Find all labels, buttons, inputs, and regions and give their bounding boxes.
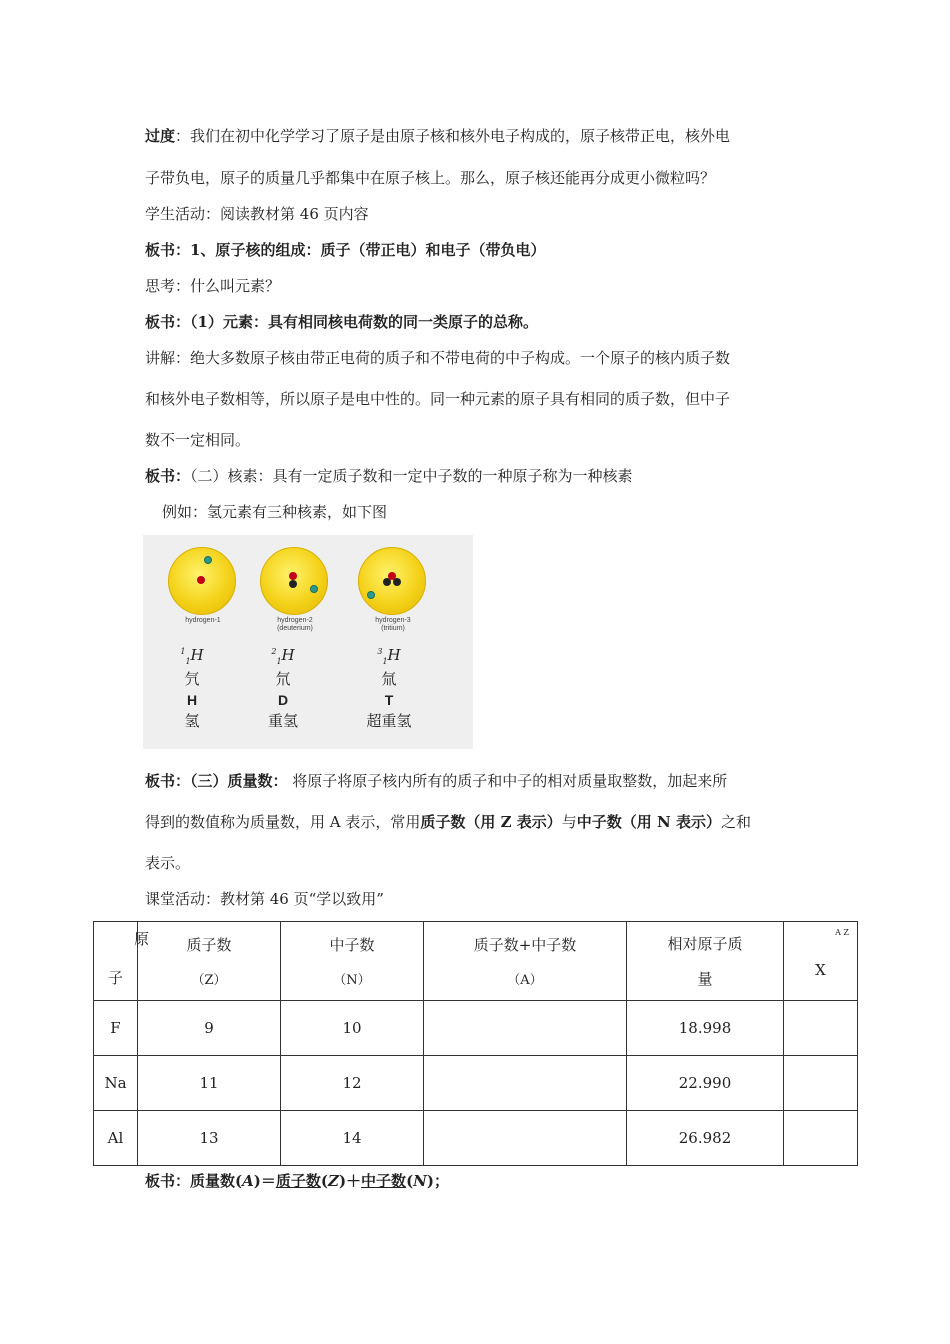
- header-relative-mass: [627, 922, 784, 1001]
- table-header-row: [94, 922, 858, 1001]
- formula-text: )＋: [338, 1172, 362, 1190]
- cell-z: 9: [138, 1001, 281, 1056]
- isotope-char: 氚: [381, 670, 397, 688]
- table-row: [94, 1111, 858, 1166]
- intro-line-1: [145, 125, 730, 147]
- isotope-name: 氢: [184, 712, 200, 730]
- header-l2: 量: [697, 970, 713, 988]
- explain-line-1: 讲解：绝大多数原子核由带正电荷的质子和不带电荷的中子构成。一个原子的核内质子数: [145, 349, 731, 367]
- hydrogen-isotopes-figure: [143, 535, 473, 749]
- electron: [367, 591, 375, 599]
- neutron: [393, 578, 401, 586]
- board-mass-number-text: 将原子将原子核内所有的质子和中子的相对质量取整数，加起来所: [287, 772, 728, 790]
- board-nuclide-text: （二）核素：具有一定质子数和一定中子数的一种原子称为一种核素: [190, 467, 633, 485]
- header-l2: （N）: [333, 973, 371, 988]
- explain-line-3: 数不一定相同。: [145, 431, 251, 449]
- neutron: [289, 580, 297, 588]
- cell-n: 12: [281, 1056, 424, 1111]
- isotope-label-2: [253, 646, 313, 731]
- cell-z: 11: [138, 1056, 281, 1111]
- nuclide-symbol: $^3_1$H: [377, 646, 401, 666]
- atom-sphere: [358, 547, 426, 615]
- header-nuclide-symbol: [784, 922, 858, 1001]
- formula-var-n: N: [413, 1172, 427, 1190]
- header-l2: （A）: [507, 973, 543, 988]
- board-nuclide: [145, 465, 633, 487]
- board-element: 板书：（1）元素：具有相同核电荷数的同一类原子的总称。: [145, 313, 538, 331]
- cell-atom: Na: [94, 1056, 138, 1111]
- board-mass-formula: [145, 1170, 449, 1192]
- nuclide-symbol: $^1_1$H: [180, 646, 204, 666]
- cell-mass: 18.998: [627, 1001, 784, 1056]
- isotope-label-3: [359, 646, 419, 731]
- formula-text: )＝: [253, 1172, 276, 1190]
- intro-line-2: 子带负电，原子的质量几乎都集中在原子核上。那么，原子核还能再分成更小微粒吗？: [145, 169, 716, 187]
- cell-x: [784, 1001, 858, 1056]
- header-neutron-number: [281, 922, 424, 1001]
- cell-n: 14: [281, 1111, 424, 1166]
- cell-atom: F: [94, 1001, 138, 1056]
- header-l1: 质子数+中子数: [473, 936, 577, 954]
- proton: [289, 572, 297, 580]
- electron: [204, 556, 212, 564]
- caption-line-2: (tritium): [381, 625, 405, 632]
- isotope-table: [93, 921, 858, 1166]
- header-l2: X: [815, 961, 826, 979]
- atom-caption: [255, 617, 335, 633]
- isotope-letter: D: [277, 692, 289, 708]
- caption-line-2: (deuterium): [277, 625, 313, 632]
- header-mass-number: [424, 922, 627, 1001]
- proton: [197, 576, 205, 584]
- activity-apply: 课堂活动：教材第 46 页“学以致用”: [145, 890, 384, 908]
- activity-read: 学生活动：阅读教材第 46 页内容: [145, 205, 369, 223]
- neutron-number-term: 中子数（用 N 表示）: [576, 813, 721, 831]
- cell-z: 13: [138, 1111, 281, 1166]
- atom-caption: [353, 617, 433, 633]
- formula-text: (: [406, 1172, 414, 1190]
- isotope-letter: T: [384, 692, 394, 708]
- cell-a: [424, 1111, 627, 1166]
- formula-text: 板书：质量数(: [145, 1172, 243, 1190]
- isotope-letter: H: [186, 692, 198, 708]
- caption-line-1: hydrogen-1: [185, 617, 221, 624]
- board-nuclide-label: 板书：: [145, 467, 191, 485]
- caption-line-1: hydrogen-3: [375, 617, 411, 624]
- electron: [310, 585, 318, 593]
- think-question: 思考：什么叫元素？: [145, 277, 281, 295]
- cell-mass: 26.982: [627, 1111, 784, 1166]
- board-nucleus: 板书：1、原子核的组成：质子（带正电）和电子（带负电）: [145, 241, 546, 259]
- cell-x: [784, 1056, 858, 1111]
- header-l1: 相对原子质: [667, 935, 743, 953]
- formula-text: )；: [426, 1172, 449, 1190]
- formula-text: (: [320, 1172, 328, 1190]
- header-atom-l2: 子: [108, 969, 124, 987]
- text-segment: 之和: [720, 813, 751, 831]
- header-atom-l1: 原: [134, 930, 150, 948]
- header-l1: 质子数: [186, 936, 232, 954]
- board-mass-number-label: 板书：（三）质量数：: [145, 772, 288, 790]
- table-row: [94, 1001, 858, 1056]
- isotope-char: 氘: [275, 670, 291, 688]
- cell-a: [424, 1001, 627, 1056]
- formula-var-a: A: [242, 1172, 254, 1190]
- header-sup: A Z: [835, 928, 849, 937]
- cell-n: 10: [281, 1001, 424, 1056]
- isotope-char: 氕: [184, 670, 200, 688]
- intro-text-1: ：我们在初中化学学习了原子是由原子核和核外电子构成的，原子核带正电，核外电: [175, 127, 731, 145]
- cell-mass: 22.990: [627, 1056, 784, 1111]
- isotope-label-1: [162, 646, 222, 731]
- board-mass-number-line-1: [145, 770, 727, 792]
- formula-var-z: Z: [327, 1172, 339, 1190]
- table-row: [94, 1056, 858, 1111]
- cell-a: [424, 1056, 627, 1111]
- explain-line-2: 和核外电子数相等，所以原子是电中性的。同一种元素的原子具有相同的质子数，但中子: [145, 390, 731, 408]
- header-l1: 中子数: [329, 936, 375, 954]
- caption-line-1: hydrogen-2: [277, 617, 313, 624]
- board-mass-number-line-3: 表示。: [145, 854, 191, 872]
- cell-atom: Al: [94, 1111, 138, 1166]
- header-atom: [94, 922, 150, 1001]
- board-mass-number-line-2: [145, 811, 751, 833]
- atom-caption: [163, 617, 243, 625]
- isotope-name: 重氢: [267, 712, 298, 730]
- cell-x: [784, 1111, 858, 1166]
- header-proton-number: [138, 922, 281, 1001]
- isotope-name: 超重氢: [366, 712, 412, 730]
- intro-label: 过度: [145, 127, 176, 145]
- text-segment: 得到的数值称为质量数，用 A 表示，常用: [145, 813, 421, 831]
- proton-number-term: 质子数（用 Z 表示）: [420, 813, 562, 831]
- header-l2: （Z）: [191, 973, 227, 988]
- text-segment: 与: [561, 813, 577, 831]
- formula-neutron-term: 中子数: [361, 1172, 407, 1190]
- example-text: 例如：氢元素有三种核素，如下图: [162, 503, 388, 521]
- formula-proton-term: 质子数: [275, 1172, 321, 1190]
- nuclide-symbol: $^2_1$H: [271, 646, 295, 666]
